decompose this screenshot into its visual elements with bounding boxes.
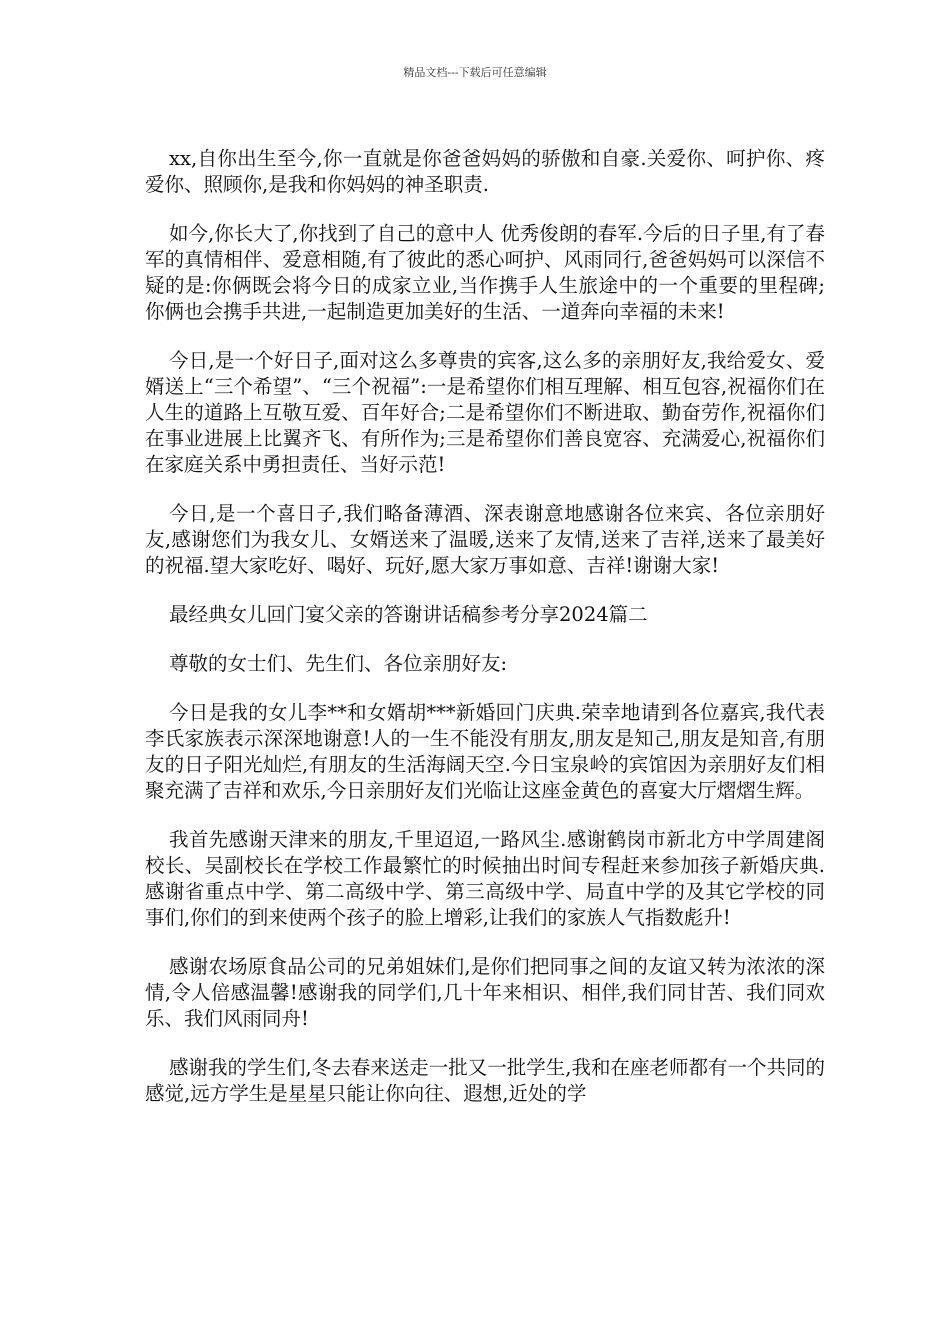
paragraph: 我首先感谢天津来的朋友,千里迢迢,一路风尘.感谢鹤岗市新北方中学周建阁校长、吴副校长在学校工作最繁忙的时候抽出时间专程赶来参加孩子新婚庆典.感谢省重点中学、第二高级中学、第三高级中学、局直中学的及其它学校的同事们,你们的到来使两个孩子的脸上增彩,让我们的家族人气指数彪升! bbox=[145, 828, 825, 929]
paragraph: 今日,是一个喜日子,我们略备薄酒、深表谢意地感谢各位来宾、各位亲朋好友,感谢您们为我女儿、女婿送来了温暖,送来了友情,送来了吉祥,送来了最美好的祝福.望大家吃好、喝好、玩好,愿大家万事如意、吉祥!谢谢大家! bbox=[145, 502, 825, 577]
salutation: 尊敬的女士们、先生们、各位亲朋好友: bbox=[169, 652, 508, 675]
paragraph: xx,自你出生至今,你一直就是你爸爸妈妈的骄傲和自豪.关爱你、呵护你、疼爱你、照顾你,是我和你妈妈的神圣职责. bbox=[145, 147, 825, 196]
paragraph: 今日,是一个好日子,面对这么多尊贵的宾客,这么多的亲朋好友,我给爱女、爱婿送上“三个希望”、“三个祝福”:一是希望你们相互理解、相互包容,祝福你们在人生的道路上互敬互爱、百年好合;二是希望你们不断进取、勤奋劳作,祝福你们在事业进展上比翼齐飞、有所作为;三是希望你们善良宽容、充满爱心,祝福你们在家庭关系中勇担责任、当好示范! bbox=[145, 349, 825, 476]
section-title: 最经典女儿回门宴父亲的答谢讲话稿参考分享2024篇二 bbox=[169, 603, 648, 626]
paragraph: 感谢农场原食品公司的兄弟姐妹们,是你们把同事之间的友谊又转为浓浓的深情,令人倍感温馨!感谢我的同学们,几十年来相识、相伴,我们同甘苦、我们同欢乐、我们风雨同舟! bbox=[145, 955, 825, 1030]
page-header: 精品文档---下载后可任意编辑 bbox=[403, 66, 547, 79]
paragraph: 感谢我的学生们,冬去春来送走一批又一批学生,我和在座老师都有一个共同的感觉,远方学生是星星只能让你向往、遐想,近处的学 bbox=[145, 1056, 825, 1105]
document-body bbox=[145, 146, 825, 1130]
paragraph: 如今,你长大了,你找到了自己的意中人 优秀俊朗的春军.今后的日子里,有了春军的真情相伴、爱意相随,有了彼此的悉心呵护、风雨同行,爸爸妈妈可以深信不疑的是:你俩既会将今日的成家立业,当作携手人生旅途中的一个重要的里程碑;你俩也会携手共进,一起制造更加美好的生活、一道奔向幸福的未来! bbox=[145, 222, 825, 323]
paragraph: 今日是我的女儿李**和女婿胡***新婚回门庆典.荣幸地请到各位嘉宾,我代表李氏家族表示深深地谢意!人的一生不能没有朋友,朋友是知己,朋友是知音,有朋友的日子阳光灿烂,有朋友的生活海阔天空.今日宝泉岭的宾馆因为亲朋好友们相聚充满了吉祥和欢乐,今日亲朋好友们光临让这座金黄色的喜宴大厅熠熠生辉。 bbox=[145, 701, 825, 802]
